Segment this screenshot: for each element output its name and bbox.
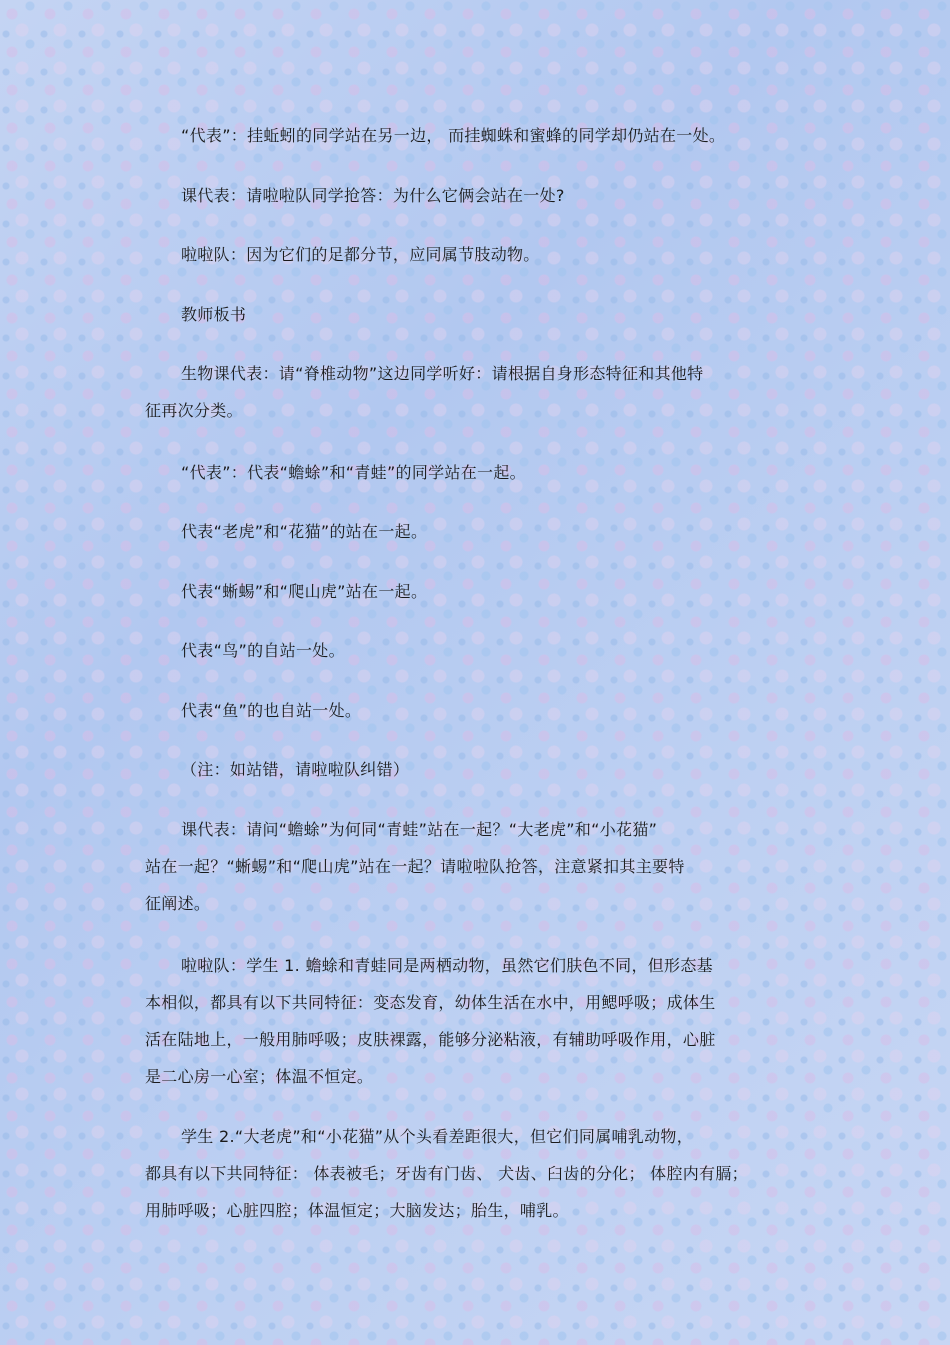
paragraph-student-1: [145, 947, 805, 1095]
paragraph-toad-frog: [145, 454, 805, 491]
paragraph-line: 课代表：请问“蟾蜍”为何同“青蛙”站在一起？“大老虎”和“小花猫”: [181, 820, 658, 839]
paragraph-fish: [145, 692, 805, 729]
paragraph-line: 征再次分类。: [145, 401, 243, 420]
paragraph-line: 生物课代表：请“脊椎动物”这边同学听好：请根据自身形态特征和其他特: [181, 364, 704, 383]
paragraph-bird: [145, 632, 805, 669]
paragraph-line: 课代表：请啦啦队同学抢答：为什么它俩会站在一处?: [181, 186, 565, 205]
paragraph-representative-earthworm: [145, 117, 805, 154]
paragraph-biology-rep: [145, 355, 805, 429]
paragraph-line: 代表“老虎”和“花猫”的站在一起。: [181, 522, 428, 541]
paragraph-cheer-answer: [145, 236, 805, 273]
paragraph-line: 是二心房一心室；体温不恒定。: [145, 1067, 374, 1086]
paragraph-line: 代表“鸟”的自站一处。: [181, 641, 345, 660]
paragraph-student-2: [145, 1118, 805, 1229]
paragraph-lizard-gecko: [145, 573, 805, 610]
paragraph-line: 学生 2.“大老虎”和“小花猫”从个头看差距很大，但它们同属哺乳动物，: [181, 1127, 694, 1146]
paragraph-line: 本相似，都具有以下共同特征：变态发育，幼体生活在水中，用鳃呼吸；成体生: [145, 993, 716, 1012]
paragraph-line: 啦啦队：学生 1. 蟾蜍和青蛙同是两栖动物，虽然它们肤色不同，但形态基: [181, 956, 713, 975]
paragraph-line: （注：如站错，请啦啦队纠错）: [181, 760, 410, 779]
paragraph-line: 都具有以下共同特征： 体表被毛；牙齿有门齿、 犬齿、臼齿的分化； 体腔内有膈；: [145, 1164, 748, 1183]
paragraph-note: [145, 751, 805, 788]
paragraph-class-rep-ask: [145, 811, 805, 922]
paragraph-line: 代表“鱼”的也自站一处。: [181, 701, 362, 720]
paragraph-line: “代表”：代表“蟾蜍”和“青蛙”的同学站在一起。: [181, 463, 526, 482]
paragraph-class-rep-question: [145, 177, 805, 214]
paragraph-line: 代表“蜥蜴”和“爬山虎”站在一起。: [181, 582, 428, 601]
paragraph-line: 用肺呼吸；心脏四腔；体温恒定；大脑发达；胎生，哺乳。: [145, 1201, 569, 1220]
paragraph-line: “代表”：挂蚯蚓的同学站在另一边， 而挂蜘蛛和蜜蜂的同学却仍站在一处。: [181, 126, 726, 145]
paragraph-tiger-cat: [145, 513, 805, 550]
paragraph-line: 教师板书: [181, 305, 247, 324]
paragraph-line: 征阐述。: [145, 894, 211, 913]
paragraph-teacher-board: [145, 296, 805, 333]
paragraph-line: 啦啦队：因为它们的足都分节，应同属节肢动物。: [181, 245, 540, 264]
paragraph-line: 站在一起？“蜥蜴”和“爬山虎”站在一起？请啦啦队抢答，注意紧扣其主要特: [145, 857, 685, 876]
paragraph-line: 活在陆地上，一般用肺呼吸；皮肤裸露，能够分泌粘液，有辅助呼吸作用，心脏: [145, 1030, 716, 1049]
